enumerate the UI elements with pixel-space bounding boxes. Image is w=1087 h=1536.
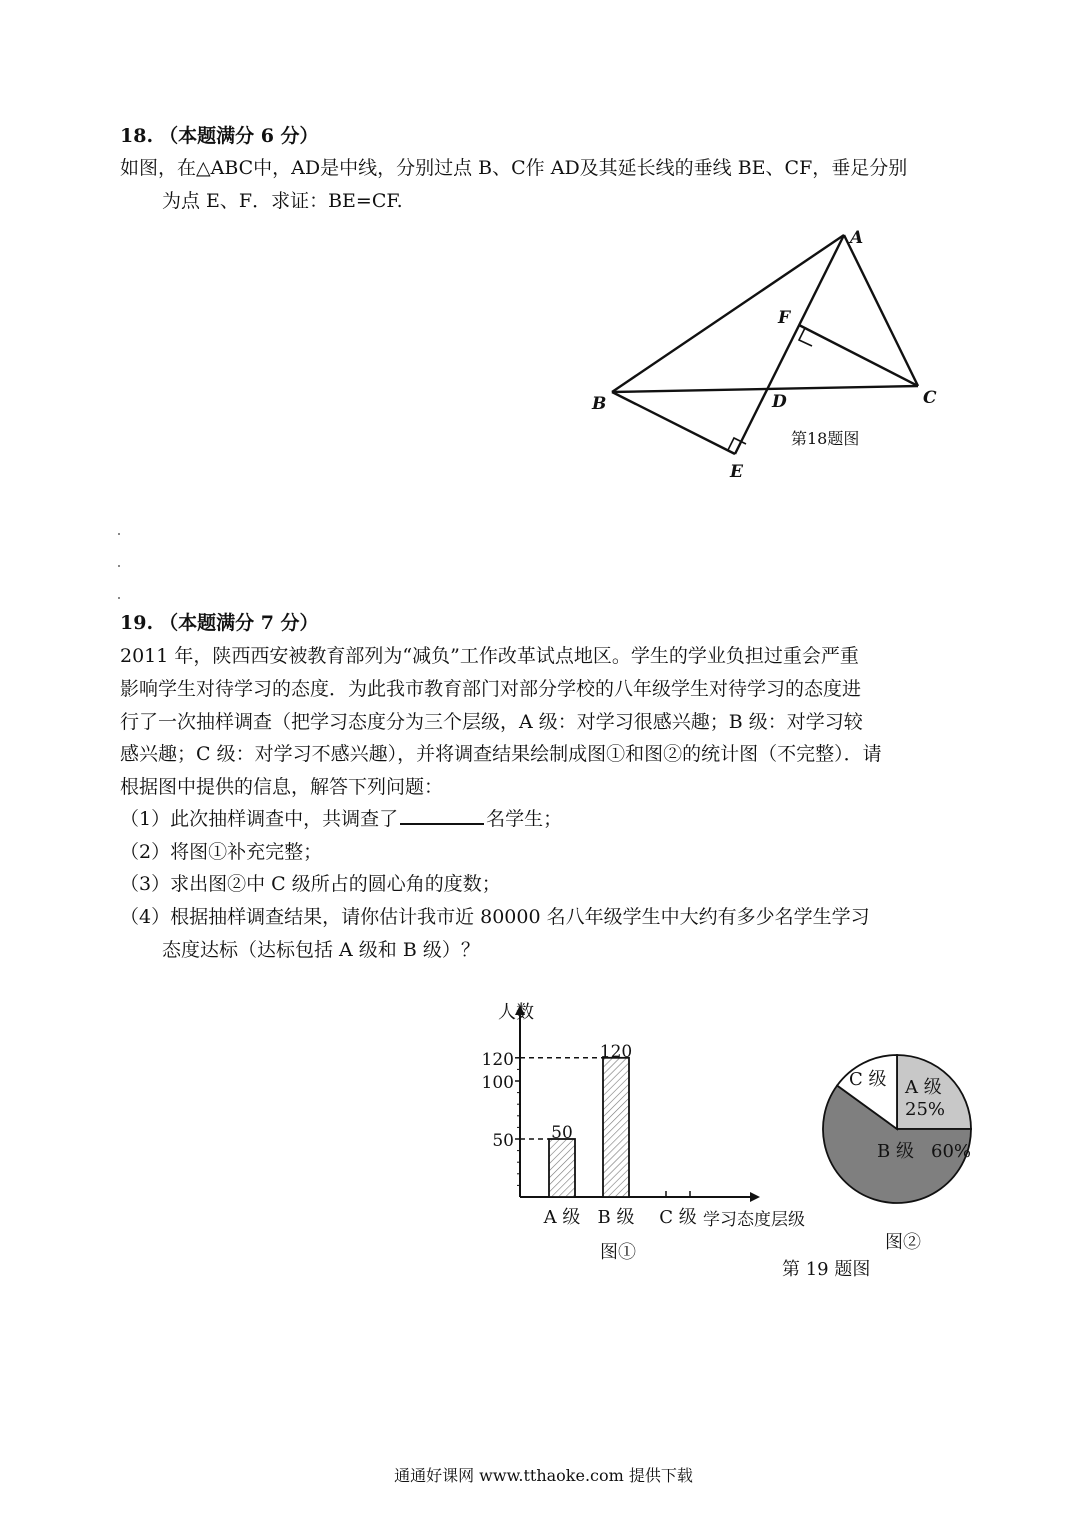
pie-slice-value: 25% [905,1099,946,1120]
q18-triangle-figure [580,225,960,490]
scan-dot [118,565,120,567]
scan-dot [118,533,120,535]
bar-chart [470,995,871,1290]
pie-slice-label: C 级 [849,1069,887,1090]
q19-para-line3: 行了一次抽样调查（把学习态度分为三个层级，A 级：对学习很感兴趣；B 级：对学习较 [120,711,863,733]
segment-cf [799,325,918,386]
segment-ae [735,235,844,454]
x-tick-label: B 级 [597,1207,635,1228]
q19-para-line4: 感兴趣；C 级：对学习不感兴趣），并将调查结果绘制成图①和图②的统计图（不完整）．请 [120,743,882,765]
page-footer: 通通好课网 www.tthaoke.com 提供下载 [394,1466,693,1485]
pie-slice-value: 60% [931,1141,972,1162]
q18-heading [120,120,319,152]
label-e: E [730,462,743,482]
label-b: B [592,394,607,414]
bar [549,1139,575,1197]
label-d: D [772,392,787,412]
q18-number: 18. [120,125,154,147]
q19-q1-prefix: （1）此次抽样调查中，共调查了 [120,808,399,830]
q19-question-4-line1: （4）根据抽样调查结果，请你估计我市近 80000 名八年级学生中大约有多少名学生学习 [120,906,870,928]
q19-question-1 [120,803,562,835]
bar [603,1058,629,1197]
fig1-label: 图① [600,1242,636,1263]
segment-ab [612,235,844,392]
q19-question-2: （2）将图①补充完整； [120,841,323,863]
answer-blank [400,803,484,825]
q19-number: 19. [120,612,154,634]
bar-data-label: 120 [599,1041,633,1062]
q18-score: （本题满分 6 分） [159,125,319,147]
pie-chart [815,1045,985,1260]
q18-text-line1: 如图，在△ABC中，AD是中线，分别过点 B、C作 AD及其延长线的垂线 BE、CF，垂足分别 [120,157,908,179]
q19-para-line5: 根据图中提供的信息，解答下列问题： [120,776,444,798]
q19-question-4-line2: 态度达标（达标包括 A 级和 B 级）？ [162,939,480,961]
label-c: C [923,388,937,408]
label-f: F [778,308,791,328]
q18-figure-caption: 第18题图 [791,429,860,448]
q19-score: （本题满分 7 分） [159,612,319,634]
figure-caption: 第 19 题图 [782,1259,871,1280]
scan-dot [118,597,120,599]
y-tick-label: 120 [481,1049,514,1070]
q19-q1-suffix: 名学生； [486,808,563,830]
q18-text-line2: 为点 E、F．求证：BE=CF. [162,190,403,212]
x-axis-arrow [750,1192,760,1202]
y-tick-label: 100 [481,1073,514,1093]
pie-slice-label: A 级 [905,1077,942,1098]
segment-be [612,392,735,454]
fig2-label: 图② [885,1232,921,1253]
y-tick-label: 50 [492,1131,514,1151]
x-tick-label: C 级 [659,1207,697,1228]
x-axis-label: 学习态度层级 [703,1210,805,1230]
q19-para-line1: 2011 年，陕西西安被教育部列为“减负”工作改革试点地区。学生的学业负担过重会严重 [120,645,859,667]
q19-heading [120,607,319,639]
bar-data-label: 50 [551,1123,573,1143]
y-axis-label: 人数 [498,1002,534,1023]
pie-slice-label: B 级 [877,1141,914,1162]
label-a: A [850,228,864,248]
q19-question-3: （3）求出图②中 C 级所占的圆心角的度数； [120,873,501,895]
q19-para-line2: 影响学生对待学习的态度．为此我市教育部门对部分学校的八年级学生对待学习的态度进 [120,678,862,700]
segment-ac [844,235,918,386]
x-tick-label: A 级 [543,1207,581,1228]
